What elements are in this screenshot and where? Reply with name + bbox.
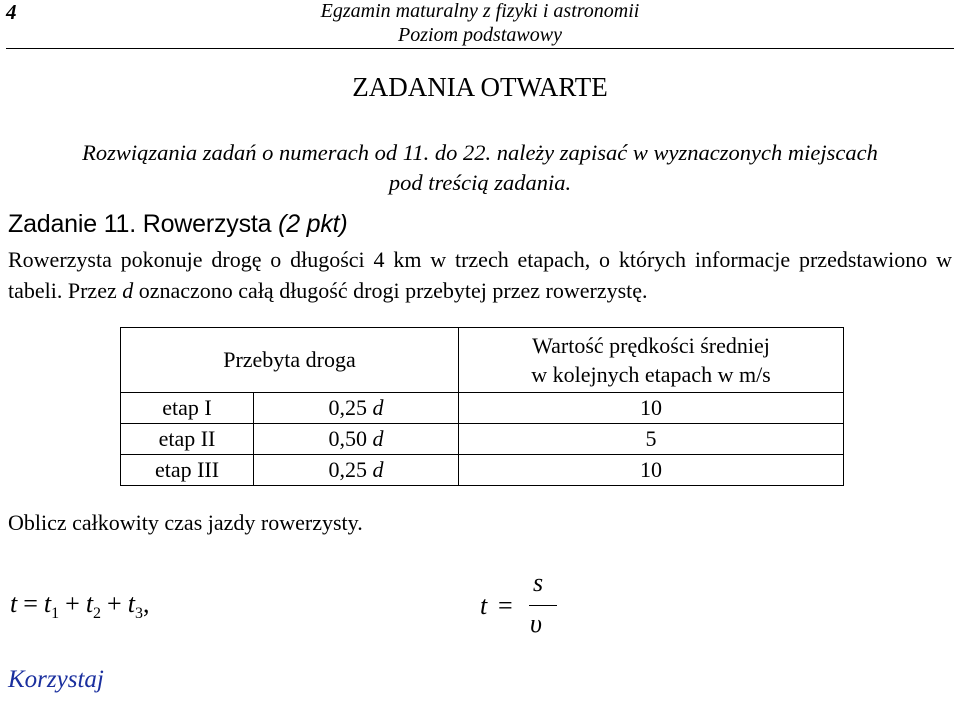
formula-t: t [10,589,18,618]
formula-sub-3: 3 [134,605,143,622]
page-number: 4 [6,0,17,24]
stage-cell: etap I [121,393,254,424]
exam-title: Egzamin maturalny z fizyki i astronomii [320,0,640,22]
instructions [10,138,950,198]
ratio-lhs: t [480,591,488,620]
formula-equals: = [23,589,38,618]
header-divider [6,48,954,49]
formula-t2: t [85,589,94,618]
exam-level: Poziom podstawowy [398,24,562,46]
section-title: ZADANIA OTWARTE [352,72,608,102]
data-table [120,327,844,486]
instructions-line-2: pod treścią zadania. [388,170,572,195]
formula-plus-1: + [65,589,80,618]
task-text-part-2: oznaczono całą długość drogi przebytej przez rowerzystę. [133,278,648,303]
table-row [121,455,844,486]
ratio-denominator: υ [530,609,542,638]
hint-label: Korzystaj [8,666,104,693]
task-text [8,244,952,306]
speed-cell: 10 [459,455,844,486]
task-points: (2 pkt) [278,210,348,238]
formula-sub-1: 1 [51,605,60,622]
speed-cell: 10 [459,393,844,424]
header-distance: Przebyta droga [121,328,459,393]
header-speed [459,328,844,393]
task-heading-title: Zadanie 11. Rowerzysta [8,210,279,238]
table-header-row [121,328,844,393]
table-row [121,393,844,424]
instructions-line-1: Rozwiązania zadań o numerach od 11. do 22. należy zapisać w wyznaczonych miejscach [82,140,878,165]
table-row [121,424,844,455]
distance-fraction: 0,25 [328,457,373,482]
ratio-equals: = [498,591,513,620]
formula-comma: , [142,589,150,618]
distance-cell [254,455,459,486]
task-text-variable: d [122,278,134,303]
fraction-bar [529,605,557,606]
formula-plus-2: + [107,589,122,618]
formula-sub-2: 2 [93,605,102,622]
formula-time-ratio [480,568,600,642]
task-text-part-1: Rowerzysta pokonuje drogę o długości 4 km w trzech etapach, o których informacje przedstawiono w tabeli. Przez [8,247,952,303]
distance-cell [254,393,459,424]
distance-fraction: 0,25 [328,395,373,420]
distance-fraction: 0,50 [328,426,373,451]
distance-variable: d [372,395,384,420]
ratio-numerator: s [533,568,544,597]
stage-cell: etap II [121,424,254,455]
formula-t3: t [127,589,135,618]
stage-cell: etap III [121,455,254,486]
distance-cell [254,424,459,455]
formula-total-time [10,589,149,623]
header-speed-line-1: Wartość prędkości średniej [532,333,770,358]
formula-t1: t [43,589,52,618]
distance-variable: d [372,426,384,451]
distance-variable: d [372,457,384,482]
header-speed-line-2: w kolejnych etapach w m/s [531,362,771,387]
speed-cell: 5 [459,424,844,455]
calc-instruction: Oblicz całkowity czas jazdy rowerzysty. [8,510,363,535]
task-heading [8,210,348,239]
